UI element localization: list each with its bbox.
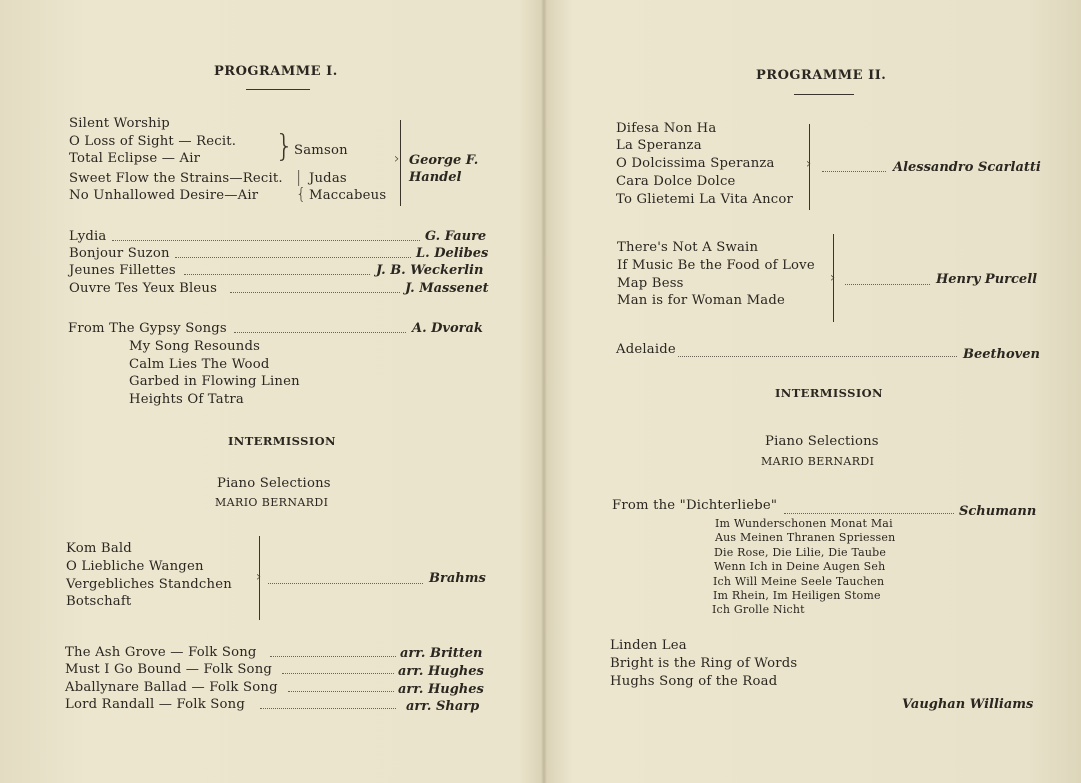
- list-item: Silent Worship: [69, 116, 170, 131]
- list-item: Ich Will Meine Seele Tauchen: [713, 575, 885, 588]
- song-composer: Brahms: [429, 571, 486, 586]
- opera-maccabeus: Maccabeus: [309, 188, 387, 203]
- bar-judas: |: [296, 167, 302, 186]
- list-item: My Song Resounds: [129, 339, 261, 354]
- opera-judas: Judas: [309, 171, 347, 186]
- list-item: Sweet Flow the Strains—Recit.: [69, 171, 283, 186]
- song-title: Lydia: [69, 229, 107, 244]
- leader-dots: [230, 292, 400, 293]
- center-fold: [541, 0, 547, 783]
- song-title: Ouvre Tes Yeux Bleus: [69, 281, 218, 296]
- song-title: Bonjour Suzon: [69, 246, 170, 261]
- list-item: Bright is the Ring of Words: [610, 656, 798, 671]
- list-item: If Music Be the Food of Love: [617, 258, 815, 273]
- song-composer: J. B. Weckerlin: [376, 263, 484, 278]
- brace-handel-point: ›: [394, 151, 400, 167]
- list-item: Kom Bald: [66, 541, 132, 556]
- brace-maccabeus: {: [296, 184, 307, 203]
- leader-dots: [784, 513, 954, 514]
- leader-dots: [288, 691, 394, 692]
- list-item: La Speranza: [616, 138, 702, 153]
- list-item: Hughs Song of the Road: [610, 674, 778, 689]
- leader-dots: [845, 284, 930, 285]
- song-composer: Vaughan Williams: [902, 697, 1034, 712]
- song-composer: Henry Purcell: [936, 272, 1038, 287]
- leader-dots: [270, 656, 396, 657]
- pianist-name: MARIO BERNARDI: [761, 455, 875, 468]
- list-item: Linden Lea: [610, 638, 687, 653]
- song-title: Lord Randall — Folk Song: [65, 697, 246, 712]
- list-item: Botschaft: [66, 594, 132, 609]
- leader-dots: [112, 240, 420, 241]
- list-item: Calm Lies The Wood: [129, 357, 270, 372]
- song-composer: G. Faure: [425, 229, 487, 244]
- opera-samson: Samson: [294, 143, 348, 158]
- song-composer: arr. Hughes: [398, 664, 484, 679]
- song-composer: arr. Hughes: [398, 682, 484, 697]
- list-item: To Glietemi La Vita Ancor: [616, 192, 794, 207]
- brace-scarlatti-point: ›: [806, 156, 812, 172]
- list-item: Heights Of Tatra: [129, 392, 244, 407]
- song-composer: J. Massenet: [405, 281, 489, 296]
- left-heading-rule: [246, 89, 310, 90]
- song-title: From The Gypsy Songs: [68, 321, 227, 336]
- composer-handel-2: Handel: [409, 170, 462, 185]
- song-composer: arr. Britten: [400, 646, 483, 661]
- list-item: Cara Dolce Dolce: [616, 174, 736, 189]
- list-item: O Loss of Sight — Recit.: [69, 134, 237, 149]
- song-composer: Alessandro Scarlatti: [893, 160, 1041, 175]
- list-item: Man is for Woman Made: [617, 293, 786, 308]
- list-item: Total Eclipse — Air: [69, 151, 201, 166]
- list-item: Im Wunderschonen Monat Mai: [715, 517, 893, 530]
- list-item: There's Not A Swain: [617, 240, 759, 255]
- list-item: Vergebliches Standchen: [66, 577, 232, 592]
- leader-dots: [260, 708, 396, 709]
- leader-dots: [234, 332, 406, 333]
- left-heading: PROGRAMME I.: [214, 64, 338, 79]
- leader-dots: [678, 356, 957, 357]
- song-title: Jeunes Fillettes: [69, 263, 176, 278]
- leader-dots: [822, 171, 886, 172]
- song-title: Adelaide: [616, 342, 676, 357]
- song-composer: Schumann: [959, 504, 1037, 519]
- list-item: Aus Meinen Thranen Spriessen: [715, 531, 896, 544]
- leader-dots: [175, 257, 411, 258]
- list-item: Map Bess: [617, 276, 684, 291]
- list-item: Wenn Ich in Deine Augen Seh: [714, 560, 886, 573]
- list-item: Die Rose, Die Lilie, Die Taube: [714, 546, 887, 559]
- composer-handel-1: George F.: [409, 153, 479, 168]
- song-title: From the "Dichterliebe": [612, 498, 778, 513]
- song-composer: A. Dvorak: [412, 321, 483, 336]
- list-item: O Liebliche Wangen: [66, 559, 204, 574]
- intermission-label: INTERMISSION: [775, 386, 883, 400]
- leader-dots: [282, 673, 394, 674]
- song-composer: Beethoven: [963, 347, 1040, 362]
- piano-selections-label: Piano Selections: [217, 476, 331, 491]
- brace-purcell-point: ›: [830, 270, 836, 286]
- song-composer: arr. Sharp: [406, 699, 480, 714]
- brace-samson: }: [275, 129, 295, 164]
- piano-selections-label: Piano Selections: [765, 434, 879, 449]
- list-item: Difesa Non Ha: [616, 121, 717, 136]
- list-item: No Unhallowed Desire—Air: [69, 188, 259, 203]
- song-title: Aballynare Ballad — Folk Song: [65, 680, 278, 695]
- list-item: O Dolcissima Speranza: [616, 156, 775, 171]
- leader-dots: [268, 583, 423, 584]
- list-item: Ich Grolle Nicht: [712, 603, 805, 616]
- leader-dots: [184, 274, 370, 275]
- song-composer: L. Delibes: [416, 246, 489, 261]
- list-item: Garbed in Flowing Linen: [129, 374, 300, 389]
- brace-brahms-point: ›: [256, 569, 262, 585]
- list-item: Im Rhein, Im Heiligen Stome: [713, 589, 881, 602]
- brace-handel: [400, 120, 401, 206]
- right-heading: PROGRAMME II.: [756, 68, 887, 83]
- song-title: Must I Go Bound — Folk Song: [65, 662, 273, 677]
- right-heading-rule: [794, 94, 854, 95]
- intermission-label: INTERMISSION: [228, 434, 336, 448]
- song-title: The Ash Grove — Folk Song: [65, 645, 257, 660]
- pianist-name: MARIO BERNARDI: [215, 496, 329, 509]
